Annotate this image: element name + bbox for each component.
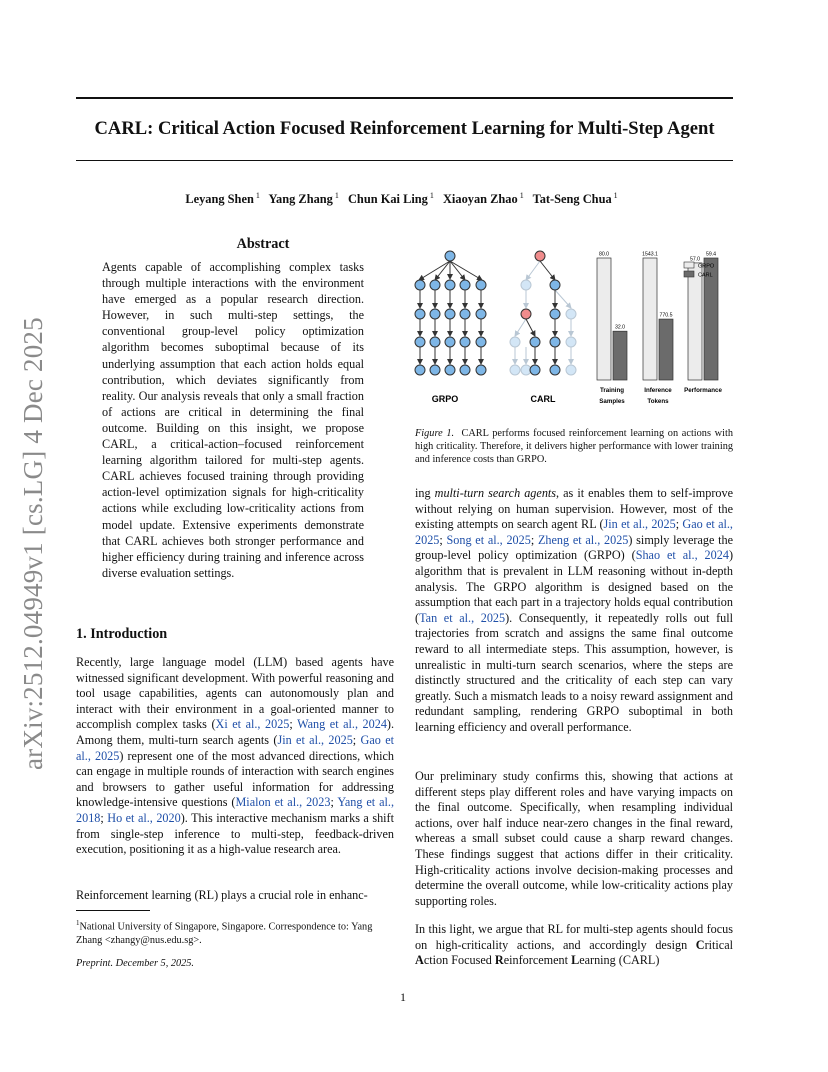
footnote-rule [76,910,150,911]
section-heading-introduction: 1. Introduction [76,626,168,642]
figure-1 [405,242,735,412]
author-affil: 1 [613,191,618,200]
bar-carl-0 [613,331,627,380]
tree-label-grpo: GRPO [431,394,459,404]
category-label: Training [599,387,625,394]
author-affil: 1 [429,191,434,200]
text-run: ; [330,795,338,810]
bar-value-label: 32.0 [614,324,626,331]
tree-label-carl: CARL [530,394,556,404]
preprint-note: Preprint. December 5, 2025. [76,958,195,969]
citation-link[interactable]: Song et al., 2025 [446,532,531,547]
bar-grpo-0 [597,258,611,380]
grpo-tree-diagram [415,251,486,375]
text-run: ) represent one of the most advanced directions, which can engage in multiple rounds of interaction with search engines and browsers to gather useful information for addressing knowledge-intensive questions ( [76,748,395,810]
legend-swatch-grpo [684,262,694,268]
caption-label: Figure 1. [415,428,455,439]
category-label: Samples [599,398,625,405]
paper-title: CARL: Critical Action Focused Reinforcement Learning for Multi-Step Agent [94,118,715,139]
text-run: Recently, large language model (LLM) based agents have witnessed significant development. With powerful reasoning and tool usage capabilities, agents can autonomously plan and interact with their environment in a goal-oriented manner to accomplish complex tasks ( [76,655,394,732]
acronym-letter: C [695,937,705,952]
text-run: ritical [704,937,733,952]
bar-value-label: 59.4 [705,251,717,258]
footnote [76,917,394,947]
citation-link[interactable]: Zheng et al., 2025 [537,532,629,547]
right-paragraph-1 [415,486,733,736]
legend-label-grpo: GRPO [698,263,715,270]
citation-link[interactable]: Jin et al., 2025 [277,732,353,747]
intro-paragraph-2: Reinforcement learning (RL) plays a crucial role in enhanc- [76,888,368,902]
author-name: Chun Kai Ling [347,192,428,207]
citation-link[interactable]: Shao et al., 2024 [635,548,729,563]
text-run: ; [100,810,108,825]
emphasis-text: multi-turn search agents [434,486,557,500]
category-label: Inference [644,387,672,394]
text-run: ) simply leverage the group-level policy optimization (GRPO) ( [415,532,734,563]
author-name: Xiaoyan Zhao [442,192,518,207]
category-label: Performance [684,387,722,394]
text-run: ; [439,532,447,547]
text-run: ; [352,732,361,747]
citation-link[interactable]: Tan et al., 2025 [419,610,506,625]
acronym-letter: A [415,953,424,968]
text-run: ). Among them, multi-turn search agents ( [76,717,395,747]
figure-caption [415,427,733,467]
author-name: Tat-Seng Chua [532,192,612,207]
text-run: ing [415,486,435,500]
category-label: Tokens [647,398,669,405]
citation-link[interactable]: Gao et al., 2025 [76,732,394,763]
title-rule [76,160,733,161]
legend-label-carl: CARL [698,272,713,279]
bar-value-label: 1543.1 [642,251,658,258]
abstract-heading: Abstract [236,236,290,252]
text-run: ; [675,517,683,532]
text-run: , as it enables them to self-improve without relying on human supervision. However, most of the existing attempts on search agent RL ( [415,486,734,532]
text-run: ). This interactive mechanism marks a shift from single-step inference to multi-step, feedback-driven execution, positioning it as a high-value research area. [76,810,394,857]
citation-link[interactable]: Gao et al., 2025 [415,517,733,547]
top-rule-thick [76,97,733,99]
text-run: In this light, we argue that RL for multi-step agents should focus on high-criticality actions, and accordingly design [415,922,733,952]
author-affil: 1 [519,191,524,200]
author-list [76,191,733,207]
footnote-text: National University of Singapore, Singapore. Correspondence to: Yang Zhang <zhangy@nus.edu.sg>. [76,921,373,946]
footnote-mark: 1 [76,919,80,927]
bar-grpo-2 [688,263,702,380]
carl-tree-diagram [510,251,576,375]
bar-value-label: 770.5 [659,312,673,319]
citation-link[interactable]: Yang et al., 2018 [76,795,394,825]
acronym-letter: L [571,953,580,968]
text-run: ) algorithm that is prevalent in LLM reasoning without in-depth analysis. The GRPO algorithm is designed based on the assumption that each part in a trajectory holds equal contribution ( [415,548,733,625]
abstract-body: Agents capable of accomplishing complex tasks through multiple interactions with the environment have emerged as a popular research direction. However, in such multi-step settings, the conventional group-level policy optimization algorithm becomes suboptimal because of its underlying assumption that each action holds equal contribution, which deviates significantly from reality. Our analysis reveals that only a small fraction of actions are critical in determining the final outcome. Building on this insight, we propose CARL, a critical-action–focused reinforcement learning algorithm tailored for multi-step agents. CARL achieves focused training through providing action-level optimization signals for high-criticality actions while excluding low-criticality actions from model update. Extensive experiments demonstrate that CARL achieves both stronger performance and higher efficiency during training and inference across diverse evaluation settings. [102,260,364,580]
arxiv-stamp: arXiv:2512.04949v1 [cs.LG] 4 Dec 2025 [18,317,48,770]
text-run: ction Focused [423,953,495,968]
caption-text: CARL performs focused reinforcement learning on actions with high criticality. Therefore, it delivers higher performance with lower training and inference costs than GRPO. [415,428,733,466]
acronym-letter: R [494,953,504,968]
bar-value-label: 57.0 [689,256,701,263]
citation-link[interactable]: Mialon et al., 2023 [235,795,331,810]
intro-paragraph-1 [76,655,394,858]
text-run: ; [289,717,298,732]
author-affil: 1 [334,191,339,200]
citation-link[interactable]: Xi et al., 2025 [215,717,290,732]
citation-link[interactable]: Ho et al., 2020 [107,810,181,825]
text-run: ; [530,532,538,547]
author-name: Leyang Shen [185,192,254,207]
bar-grpo-1 [643,258,657,380]
right-paragraph-2: Our preliminary study confirms this, showing that actions at different steps play different roles and have varying impacts on the final outcome. Specifically, when resampling individual actions, over half induce near-zero changes in the final reward, whereas a small subset could cause a sharp reward changes. These findings suggest that actions differ in their criticality. High-criticality actions involve decision-making processes and determine the overall outcome, while low-criticality actions play supporting roles. [415,769,733,908]
right-paragraph-3 [415,922,733,969]
text-run: ). Consequently, it repeatedly rolls out full trajectories from scratch and assigns the same final outcome reward to all intermediate steps. This assumption, however, is unrealistic in multi-turn search scenarios, where the steps are distinctly structured and the criticality of each step can vary greatly. Such a mismatch leads to a noisy reward assignment and redundant sampling, rendering GRPO suboptimal in both learning efficiency and overall performance. [415,610,733,734]
text-run: einforcement [503,953,572,968]
bar-carl-1 [659,319,673,380]
text-run: earning (CARL) [579,953,660,968]
author-affil: 1 [255,191,260,200]
citation-link[interactable]: Wang et al., 2024 [297,717,387,732]
page-number: 1 [400,990,406,1004]
legend-swatch-carl [684,271,694,277]
citation-link[interactable]: Jin et al., 2025 [603,517,676,532]
author-name: Yang Zhang [268,192,333,207]
bar-value-label: 80.0 [598,251,610,258]
